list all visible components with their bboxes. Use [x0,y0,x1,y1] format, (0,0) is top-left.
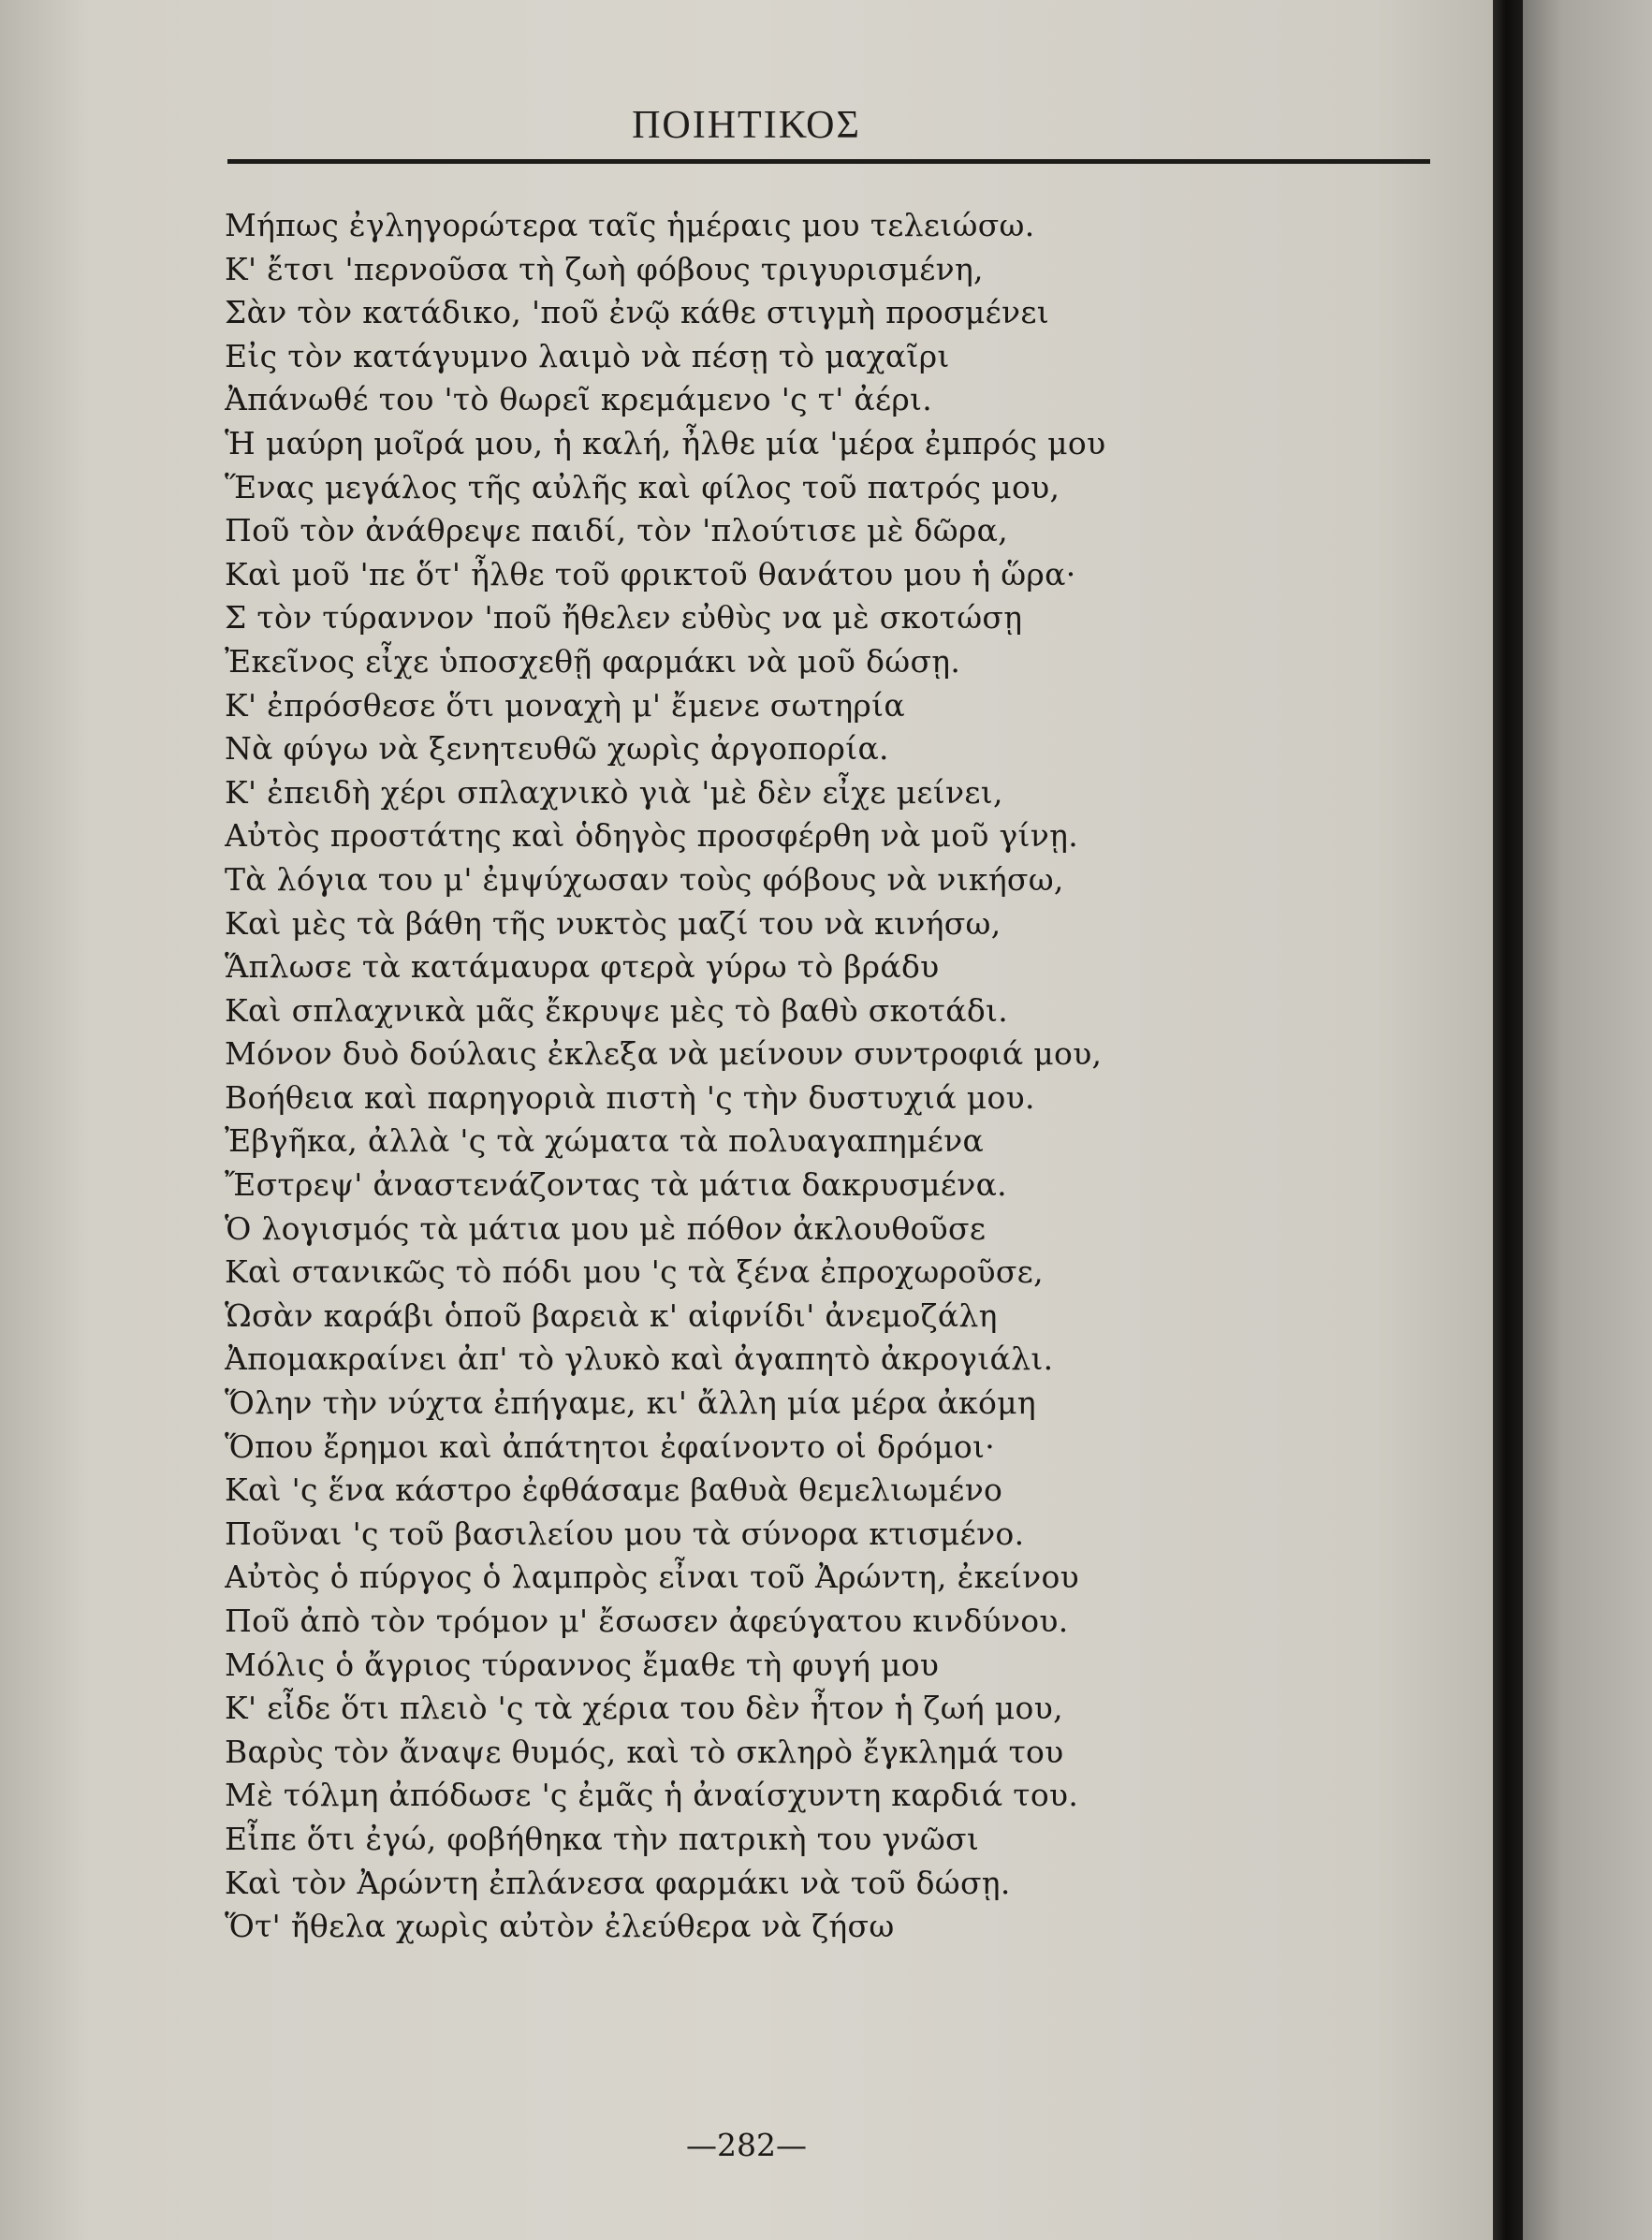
poem-line: Ἐκεῖνος εἶχε ὑποσχεθῇ φαρμάκι νὰ μοῦ δώσῃ. [225,642,961,680]
poem-line: Αὐτὸς ὁ πύργος ὁ λαμπρὸς εἶναι τοῦ Ἀρώντη, ἐκείνου [225,1559,1080,1596]
poem-line: Ποῦ τὸν ἀνάθρεψε παιδί, τὸν 'πλούτισε μὲ δῶρα, [225,512,1009,549]
page-number: —282— [686,2127,807,2163]
poem-line: Καὶ μοῦ 'πε ὅτ' ἦλθε τοῦ φρικτοῦ θανάτου μου ἡ ὥρα· [225,555,1076,593]
poem-line: Ἐβγῆκα, ἀλλὰ 'ς τὰ χώματα τὰ πολυαγαπημένα [225,1122,985,1160]
poem-line: Καὶ στανικῶς τὸ πόδι μου 'ς τὰ ξένα ἐπροχωροῦσε, [225,1253,1044,1291]
poem-line: Ὅτ' ἤθελα χωρὶς αὐτὸν ἐλεύθερα νὰ ζήσω [225,1908,895,1945]
poem-line: Αὐτὸς προστάτης καὶ ὁδηγὸς προσφέρθη νὰ μοῦ γίνῃ. [225,817,1079,855]
poem-text [225,204,1460,1949]
poem-line: Ἀπάνωθέ του 'τὸ θωρεῖ κρεμάμενο 'ς τ' ἀέρι. [225,381,933,418]
poem-line: Νὰ φύγω νὰ ξενητευθῶ χωρὶς ἀργοπορία. [225,730,889,768]
poem-line: Ποῦναι 'ς τοῦ βασιλείου μου τὰ σύνορα κτισμένο. [225,1515,1025,1552]
poem-line: Ὡσὰν καράβι ὁποῦ βαρειὰ κ' αἰφνίδι' ἀνεμοζάλη [225,1296,998,1334]
poem-line: Μόλις ὁ ἄγριος τύραννος ἔμαθε τὴ φυγή μου [225,1646,940,1683]
poem-line: Κ' ἔτσι 'περνοῦσα τὴ ζωὴ φόβους τριγυρισμένη, [225,250,984,287]
poem-line: Εἰς τὸν κατάγυμνο λαιμὸ νὰ πέσῃ τὸ μαχαῖρι [225,337,950,374]
poem-line: Ὅλην τὴν νύχτα ἐπήγαμε, κι' ἄλλη μία μέρα ἀκόμη [225,1384,1036,1422]
poem-line: Καὶ τὸν Ἀρώντη ἐπλάνεσα φαρμάκι νὰ τοῦ δώσῃ. [225,1864,1011,1901]
poem-line: Βαρὺς τὸν ἄναψε θυμός, καὶ τὸ σκληρὸ ἔγκλημά του [225,1733,1064,1770]
poem-line: Ἀπομακραίνει ἀπ' τὸ γλυκὸ καὶ ἀγαπητὸ ἀκρογιάλι. [225,1340,1054,1378]
poem-line: Ὁ λογισμός τὰ μάτια μου μὲ πόθον ἀκλουθοῦσε [225,1209,987,1247]
poem-line: Ἕνας μεγάλος τῆς αὐλῆς καὶ φίλος τοῦ πατρός μου, [225,468,1060,505]
poem-line: Κ' εἶδε ὅτι πλειὸ 'ς τὰ χέρια του δὲν ἦτον ἡ ζωή μου, [225,1690,1063,1727]
running-header: ΠΟΙΗΤΙΚΟΣ [632,104,861,147]
poem-line: Ἅπλωσε τὰ κατάμαυρα φτερὰ γύρω τὸ βράδυ [225,948,940,986]
poem-line: Σὰν τὸν κατάδικο, 'ποῦ ἐνῷ κάθε στιγμὴ προσμένει [225,294,1049,331]
facing-page-edge [1523,0,1652,2240]
poem-line: Ἔστρεψ' ἀναστενάζοντας τὰ μάτια δακρυσμένα. [225,1166,1007,1204]
poem-line: Μήπως ἐγληγορώτερα ταῖς ἡμέραις μου τελειώσω. [225,207,1035,243]
poem-line: Μόνον δυὸ δούλαις ἐκλεξα νὰ μείνουν συντροφιά μου, [225,1035,1103,1073]
poem-line: Ἡ μαύρη μοῖρά μου, ἡ καλή, ἦλθε μία 'μέρα ἐμπρός μου [225,424,1106,461]
poem-line: Κ' ἐπειδὴ χέρι σπλαχνικὸ γιὰ 'μὲ δὲν εἶχε μείνει, [225,773,1003,811]
poem-line: Καὶ μὲς τὰ βάθη τῆς νυκτὸς μαζί του νὰ κινήσω, [225,904,1001,942]
poem-line: Εἶπε ὅτι ἐγώ, φοβήθηκα τὴν πατρικὴ του γνῶσι [225,1820,980,1857]
book-gutter [1493,0,1523,2240]
poem-line: Μὲ τόλμη ἀπόδωσε 'ς ἐμᾶς ἡ ἀναίσχυντη καρδιά του. [225,1777,1079,1814]
poem-line: Καὶ σπλαχνικὰ μᾶς ἔκρυψε μὲς τὸ βαθὺ σκοτάδι. [225,991,1009,1029]
header-rule [227,159,1430,164]
poem-line: Κ' ἐπρόσθεσε ὅτι μοναχὴ μ' ἔμενε σωτηρία [225,686,905,724]
poem-line: Ὅπου ἔρημοι καὶ ἀπάτητοι ἐφαίνοντο οἱ δρόμοι· [225,1427,996,1465]
poem-line: Καὶ 'ς ἕνα κάστρο ἐφθάσαμε βαθυὰ θεμελιωμένο [225,1471,1003,1509]
poem-line: Τὰ λόγια του μ' ἐμψύχωσαν τοὺς φόβους νὰ νικήσω, [225,860,1064,898]
poem-line: Σ τὸν τύραννον 'ποῦ ἤθελεν εὐθὺς να μὲ σκοτώσῃ [225,599,1023,637]
poem-line: Βοήθεια καὶ παρηγοριὰ πιστὴ 'ς τὴν δυστυχιά μου. [225,1078,1035,1116]
poem-line: Ποῦ ἀπὸ τὸν τρόμον μ' ἔσωσεν ἀφεύγατου κινδύνου. [225,1603,1069,1639]
